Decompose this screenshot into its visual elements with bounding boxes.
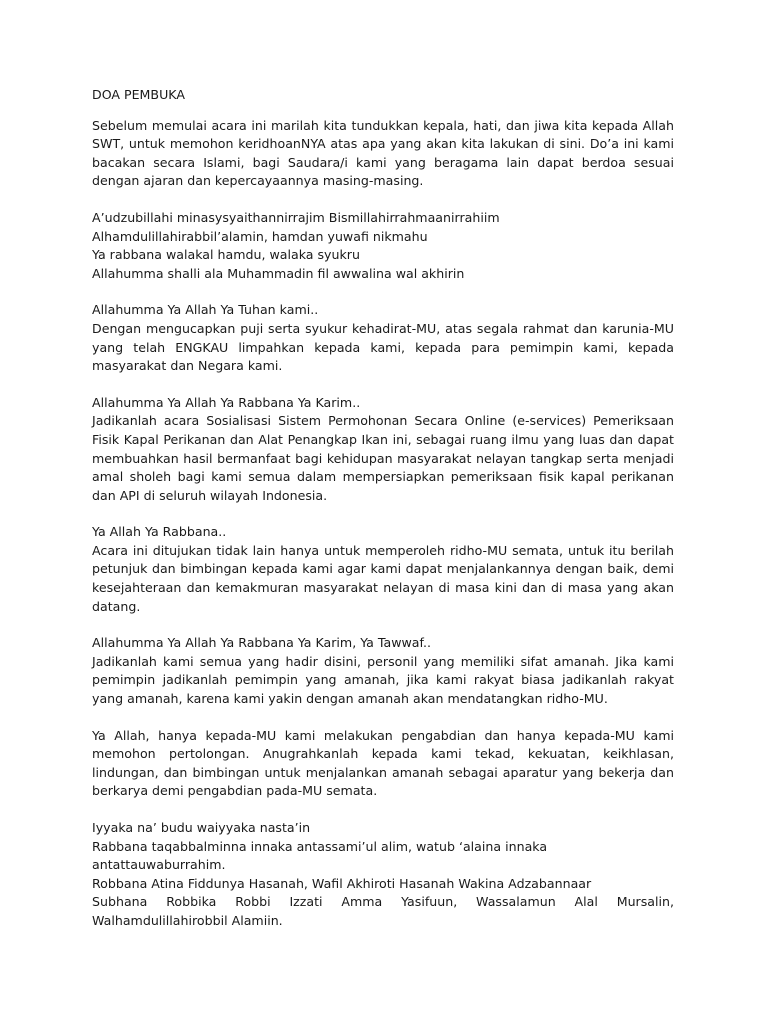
closing-line: Robbana Atina Fiddunya Hasanah, Wafil Akhiroti Hasanah Wakina Adzabannaar [92, 875, 592, 891]
closing-prayer-block [92, 819, 674, 931]
paragraph-body: Jadikanlah acara Sosialisasi Sistem Permohonan Secara Online (e-services) Pemeriksaan Fisik Kapal Perikanan dan Alat Penangkap Ikan ini, sebagai ruang ilmu yang luas dan dapat membuahkan hasil bermanfaat bagi kehidupan masyarakat nelayan tangkap serta menjadi amal sholeh bagi kami semua dalam mempersiapkan pemeriksaan fisik kapal perikanan dan API di seluruh wilayah Indonesia. [92, 413, 674, 503]
paragraph-body: Acara ini ditujukan tidak lain hanya untuk memperoleh ridho-MU semata, untuk itu berilah petunjuk dan bimbingan kepada kami agar kami dapat menjalankannya dengan baik, demi kesejahteraan dan kemakmuran masyarakat nelayan di masa kini dan di masa yang akan datang. [92, 542, 674, 614]
closing-line: Rabbana taqabbalminna innaka antassami’ul alim, watub ‘alaina innaka antattauwaburrahim. [92, 838, 548, 873]
opening-prayer-block [92, 209, 674, 283]
opening-line: A’udzubillahi minasysyaithannirrajim Bismillahirrahmaanirrahiim [92, 209, 500, 225]
intro-paragraph: Sebelum memulai acara ini marilah kita tundukkan kepala, hati, dan jiwa kita kepada Allah SWT, untuk memohon keridhoanNYA atas apa yang akan kita lakukan di sini. Do’a ini kami bacakan secara Islami, bagi Saudara/i kami yang beragama lain dapat berdoa sesuai dengan ajaran dan kepercayaannya masing-masing. [92, 117, 674, 189]
opening-line: Ya rabbana walakal hamdu, walaka syukru [92, 247, 360, 263]
prayer-paragraph-5: Ya Allah, hanya kepada-MU kami melakukan pengabdian dan hanya kepada-MU kami memohon pertolongan. Anugrahkanlah kepada kami tekad, kekuatan, keikhlasan, lindungan, dan bimbingan untuk menjalankan amanah sebagai aparatur yang bekerja dan berkarya demi pengabdian pada-MU semata. [92, 727, 674, 799]
prayer-paragraph-1 [92, 301, 674, 375]
opening-line: Allahumma shalli ala Muhammadin fil awwalina wal akhirin [92, 265, 465, 281]
document-page [92, 86, 674, 949]
closing-line: Iyyaka na’ budu waiyyaka nasta’in [92, 820, 311, 835]
paragraph-body: Jadikanlah kami semua yang hadir disini, personil yang memiliki sifat amanah. Jika kami pemimpin jadikanlah pemimpin yang amanah, jika kami rakyat biasa jadikanlah rakyat yang amanah, karena kami yakin dengan amanah akan mendatangkan ridho-MU. [92, 653, 674, 707]
closing-line: Subhana Robbika Robbi Izzati Amma Yasifuun, Wassalamun Alal Mursalin, [92, 894, 674, 910]
paragraph-body: Dengan mengucapkan puji serta syukur kehadirat-MU, atas segala rahmat dan karunia-MU yang telah ENGKAU limpahkan kepada kami, kepada para pemimpin kami, kepada masyarakat dan Negara kami. [92, 320, 674, 374]
prayer-paragraph-4 [92, 634, 674, 708]
paragraph-heading: Allahumma Ya Allah Ya Rabbana Ya Karim.. [92, 394, 361, 410]
opening-line: Alhamdulillahirabbil’alamin, hamdan yuwafi nikmahu [92, 228, 428, 244]
closing-line: Walhamdulillahirobbil Alamiin. [92, 912, 283, 928]
document-title: DOA PEMBUKA [92, 87, 185, 102]
paragraph-heading: Ya Allah Ya Rabbana.. [92, 524, 227, 540]
paragraph-heading: Allahumma Ya Allah Ya Rabbana Ya Karim, Ya Tawwaf.. [92, 635, 432, 651]
prayer-paragraph-2 [92, 394, 674, 506]
paragraph-heading: Allahumma Ya Allah Ya Tuhan kami.. [92, 302, 319, 318]
prayer-paragraph-3 [92, 523, 674, 616]
